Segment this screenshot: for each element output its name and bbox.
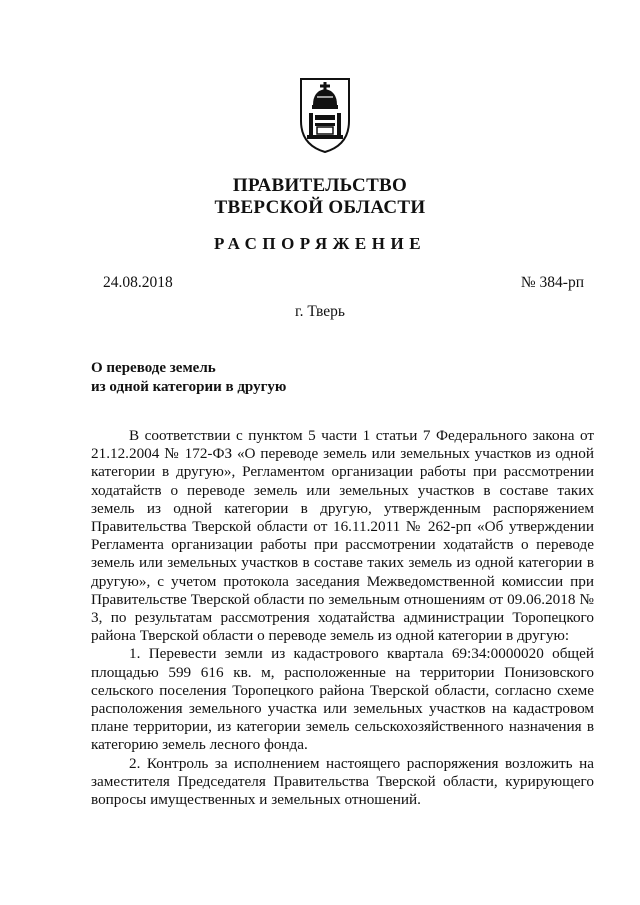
document-city: г. Тверь xyxy=(295,303,345,320)
body-paragraph-item-2: 2. Контроль за исполнением настоящего распоряжения возложить на заместителя Председателя Правительства Тверской области, курирующего вопросы имущественных и земельных отношений. xyxy=(91,754,594,809)
org-name-line2: ТВЕРСКОЙ ОБЛАСТИ xyxy=(214,197,426,218)
document-date: 24.08.2018 xyxy=(103,274,173,291)
document-body xyxy=(91,427,594,809)
subject-line1: О переводе земель xyxy=(91,360,216,376)
document-number: № 384-рп xyxy=(520,274,584,291)
org-name-line1: ПРАВИТЕЛЬСТВО xyxy=(232,175,408,196)
body-paragraph-item-1: 1. Перевести земли из кадастрового квартала 69:34:0000020 общей площадью 599 616 кв. м, расположенные на территории Понизовского сельского поселения Торопецкого района Тверской области, согласно схеме расположения земельного участка или земельных участков на кадастровом плане территории, из категории земель сельскохозяйственного назначения в категорию земель лесного фонда. xyxy=(91,645,594,754)
subject-line2: из одной категории в другую xyxy=(91,379,287,395)
body-paragraph-preamble: В соответствии с пунктом 5 части 1 статьи 7 Федерального закона от 21.12.2004 № 172-ФЗ «О переводе земель или земельных участков из одной категории в другую», Регламентом организации работы при рассмотрении ходатайств о переводе земель или земельных участков в составе таких земель из одной категории в другую, утвержденным распоряжением Правительства Тверской области от 16.11.2011 № 262-рп «Об утверждении Регламента организации работы при рассмотрении ходатайств о переводе земель или земельных участков в составе таких земель из одной категории в другую», с учетом протокола заседания Межведомственной комиссии при Правительстве Тверской области по земельным отношениям от 09.06.2018 № 3, по результатам рассмотрения ходатайства администрации Торопецкого района Тверской области о переводе земель из одной категории в другую: xyxy=(91,427,594,645)
document-type-title: РАСПОРЯЖЕНИЕ xyxy=(213,234,427,253)
document-subject xyxy=(91,359,286,397)
coat-of-arms-emblem xyxy=(297,75,353,155)
